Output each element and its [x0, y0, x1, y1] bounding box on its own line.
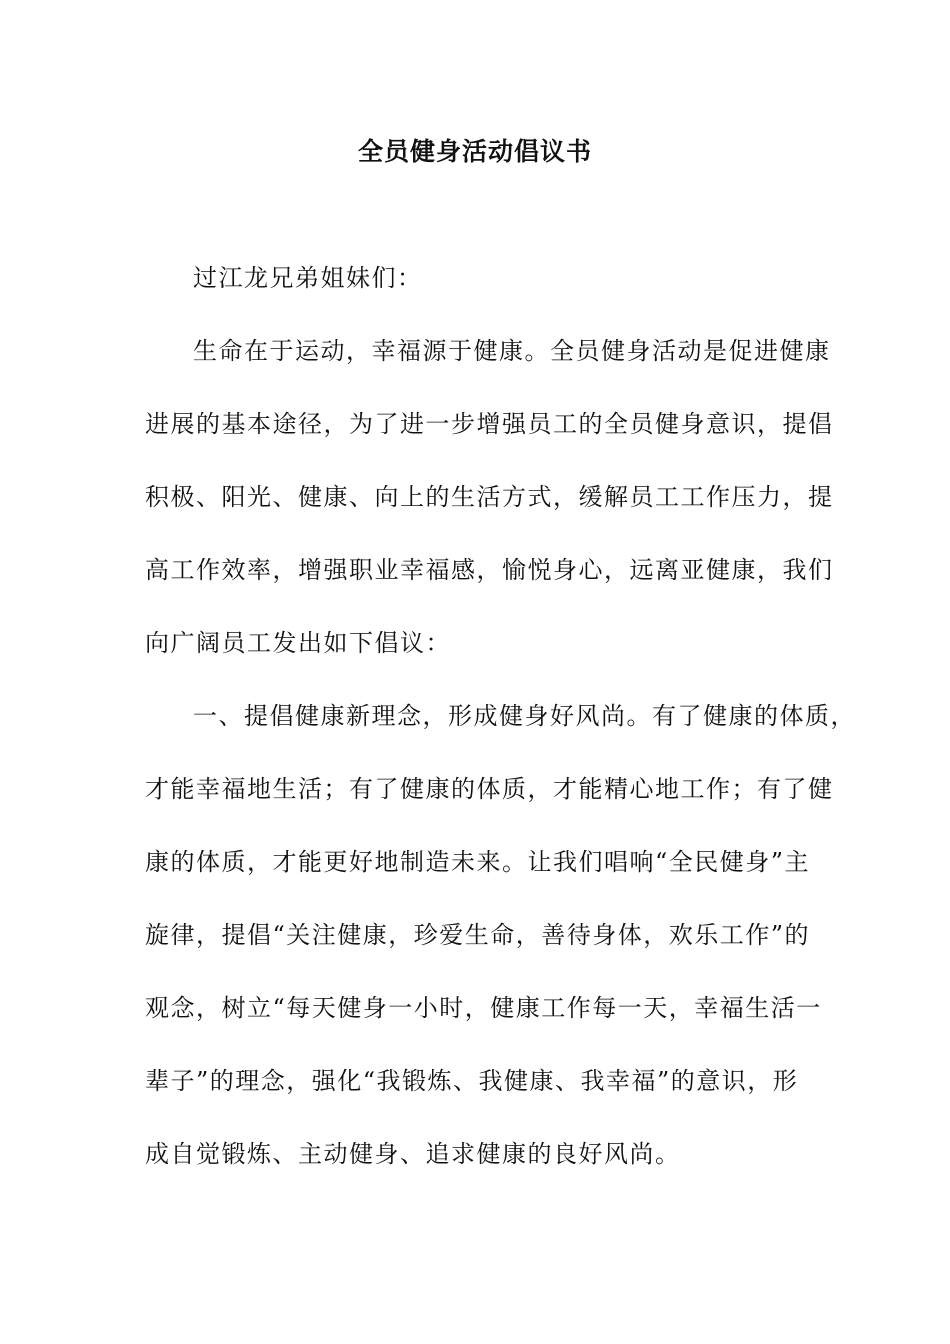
document-title: 全员健身活动倡议书 — [357, 137, 592, 166]
paragraph-line: 康的体质，才能更好地制造未来。让我们唱响“全民健身”主 — [145, 848, 811, 876]
paragraph-line: 辈子”的理念，强化“我锻炼、我健康、我幸福”的意识，形 — [145, 1067, 799, 1095]
paragraph-line: 向广阔员工发出如下倡议： — [145, 629, 451, 657]
paragraph-line: 才能幸福地生活；有了健康的体质，才能精心地工作；有了健 — [145, 775, 834, 803]
paragraph-line: 生命在于运动，幸福源于健康。全员健身活动是促进健康 — [193, 337, 831, 365]
salutation-line: 过江龙兄弟姐妹们： — [193, 264, 423, 292]
paragraph-line: 旋律，提倡“关注健康，珍爱生命，善待身体，欢乐工作”的 — [145, 921, 811, 949]
paragraph-line: 进展的基本途径，为了进一步增强员工的全员健身意识，提倡 — [145, 410, 834, 438]
paragraph-line: 一、提倡健康新理念，形成健身好风尚。有了健康的体质， — [193, 702, 856, 730]
paragraph-line: 观念，树立“每天健身一小时，健康工作每一天，幸福生活一 — [145, 994, 822, 1022]
paragraph-line: 成自觉锻炼、主动健身、追求健康的良好风尚。 — [145, 1140, 681, 1168]
paragraph-line: 高工作效率，增强职业幸福感，愉悦身心，远离亚健康，我们 — [145, 556, 834, 584]
paragraph-line: 积极、阳光、健康、向上的生活方式，缓解员工工作压力，提 — [145, 483, 834, 511]
